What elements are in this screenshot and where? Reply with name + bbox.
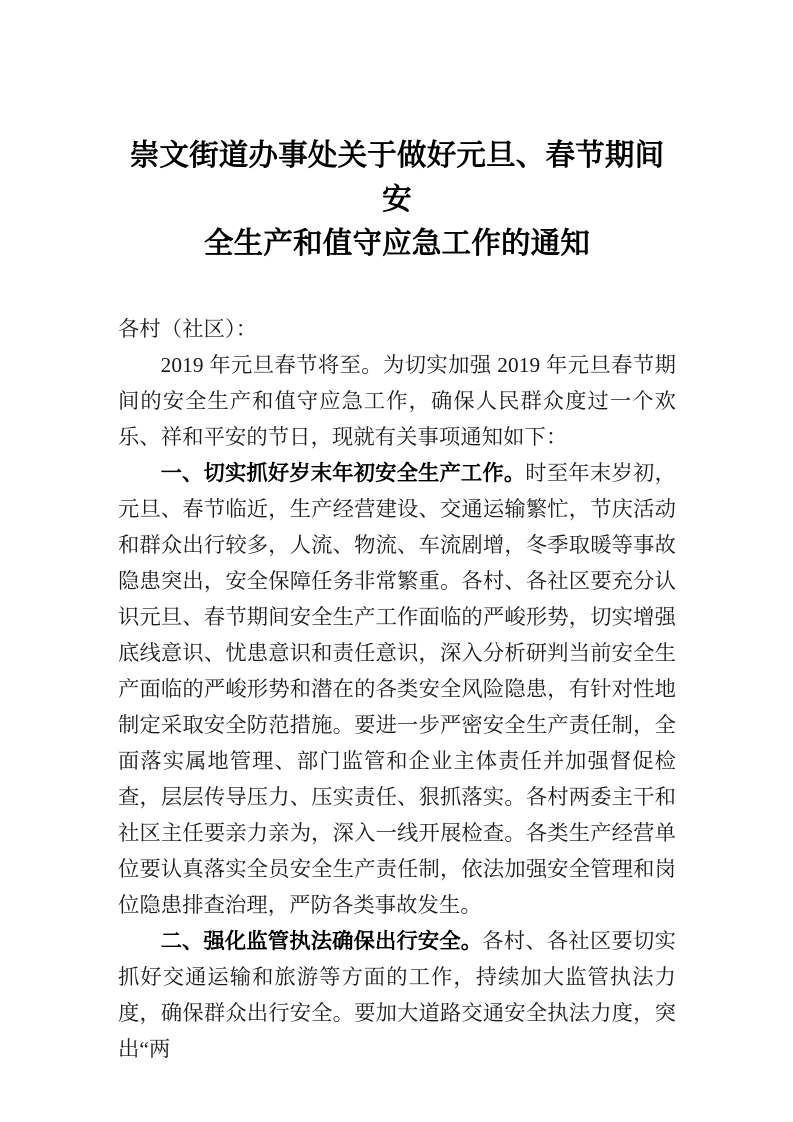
paragraph-section-one-text: 时至年末岁初，元旦、春节临近，生产经营建设、交通运输繁忙，节庆活动和群众出行较多，人流、物流、车流剧增，冬季取暖等事故隐患突出，安全保障任务非常繁重。各村、各社区要充分认识元旦、春节期间安全生产工作面临的严峻形势，切实增强底线意识、忧患意识和责任意识，深入分析研判当前安全生产面临的严峻形势和潜在的各类安全风险隐患，有针对性地制定采取安全防范措施。要进一步严密安全生产责任制，全面落实属地管理、部门监管和企业主体责任并加强督促检查，层层传导压力、压实责任、狠抓落实。各村两委主干和社区主任要亲力亲为，深入一线开展检查。各类生产经营单位要认真落实全员安全生产责任制，依法加强安全管理和岗位隐患排查治理，严防各类事故发生。 <box>118 461 676 917</box>
paragraph-section-two-text: 各村、各社区要切实抓好交通运输和旅游等方面的工作，持续加大监管执法力度，确保群众出行安全。要加大道路交通安全执法力度，突出“两 <box>118 929 676 1061</box>
document-title-line-2: 全生产和值守应急工作的通知 <box>203 227 591 260</box>
paragraph-section-two-heading: 二、强化监管执法确保出行安全。 <box>160 929 483 953</box>
paragraph-section-two <box>118 923 676 1067</box>
document-title-line-1: 崇文街道办事处关于做好元旦、春节期间安 <box>129 139 665 216</box>
paragraph-preamble-text: 2019 年元旦春节将至。为切实加强 2019 年元旦春节期间的安全生产和值守应急工作，确保人民群众度过一个欢乐、祥和平安的节日，现就有关事项通知如下： <box>118 353 676 449</box>
paragraph-section-one-heading: 一、切实抓好岁末年初安全生产工作。 <box>160 461 526 485</box>
paragraph-preamble <box>118 347 676 455</box>
addressee-line: 各村（社区）： <box>118 317 258 341</box>
document-title <box>118 0 676 266</box>
paragraph-section-one <box>118 455 676 923</box>
document-body <box>118 0 676 1067</box>
